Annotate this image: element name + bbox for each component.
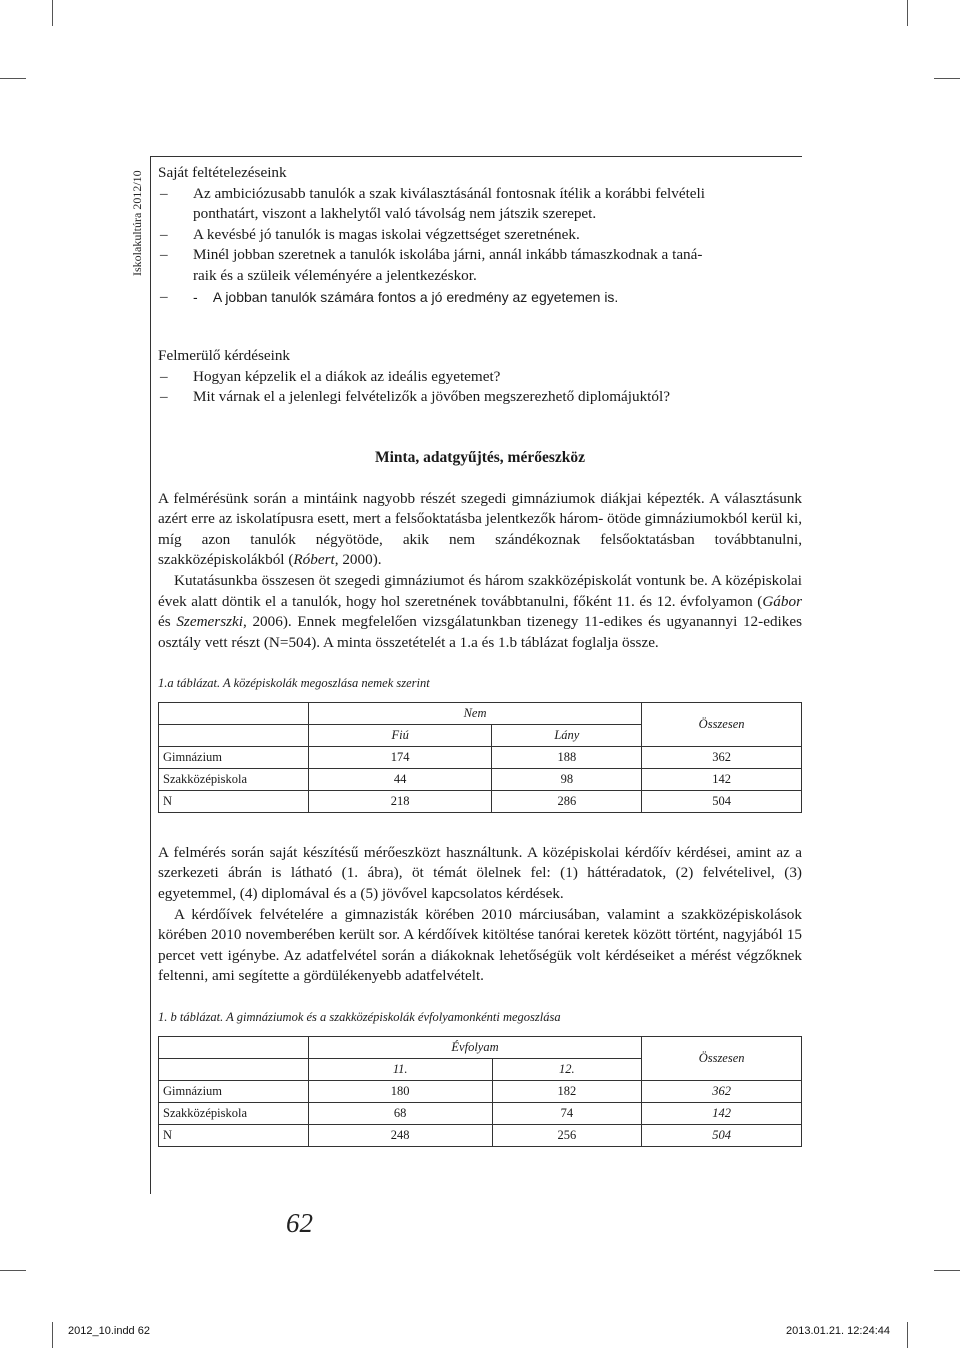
dash-bullet: –	[160, 184, 168, 202]
row-label: Gimnázium	[159, 1080, 309, 1102]
top-rule	[150, 156, 802, 157]
list-item-text: ponthatárt, viszont a lakhelytől való távolság nem játszik szerepet.	[193, 205, 597, 223]
table-cell: 98	[492, 768, 642, 790]
table-col-header: Fiú	[308, 724, 492, 746]
crop-mark	[934, 1270, 960, 1271]
table-row	[159, 1102, 802, 1124]
table-cell: 362	[642, 746, 802, 768]
list-item-text: Az ambiciózusabb tanulók a szak kiválasztásánál fontosnak ítélik a korábbi felvételi	[193, 184, 705, 202]
table-cell: 74	[492, 1102, 642, 1124]
questions-list	[158, 367, 802, 408]
paragraph	[158, 571, 802, 653]
citation-author: Szemerszki	[176, 613, 243, 631]
table-row	[159, 768, 802, 790]
table-total-header: Összesen	[642, 702, 802, 746]
paragraph-line: felsőoktatásban továbbtanulni, szakközépiskolákból (	[158, 530, 802, 569]
table-cell: 142	[642, 1102, 802, 1124]
table-col-header: 11.	[308, 1058, 492, 1080]
paragraph: A kérdőívek felvételére a gimnazisták körében 2010 márciusában, valamint a szakközépiskolások körében 2010 novemberében került sor. A kérdőívek kitöltése tanórai keretek között történt, nagyjából 15 percet vett igénybe. Az adatfelvétel során a diákoknak lehetőségük volt kérdéseiket a mérést végzőknek feltenni, ami segítette a gördülékenyebb adatfelvételt.	[158, 905, 802, 985]
list-item	[158, 387, 802, 408]
list-item-text: A kevésbé jó tanulók is magas iskolai végzettséget szeretnének.	[193, 225, 580, 243]
table-cell: 174	[308, 746, 492, 768]
dash-bullet: –	[160, 225, 168, 243]
paragraph-text: Kutatásunkba összesen öt szegedi gimnáziumot és három szakközépiskolát vontunk be. A középiskolai évek alatt döntik el a tanulók, hogy hol szeretnének továbbtanulni, főként 11. és 12. évfolyamon (	[158, 571, 802, 610]
table-caption: 1. b táblázat. A gimnáziumok és a szakközépiskolák évfolyamonkénti megoszlása	[158, 1010, 561, 1025]
list-item	[158, 245, 802, 286]
page-number: 62	[286, 1208, 313, 1238]
list-item	[158, 287, 802, 309]
table-cell: 44	[308, 768, 492, 790]
table-corner	[159, 724, 309, 746]
crop-mark	[52, 0, 53, 26]
table-row	[159, 1080, 802, 1102]
paragraph-line: ötöde gimnáziumokból kerül ki, míg azon tanulók négyötöde, akik nem szándékoznak	[158, 510, 803, 548]
table-cell: 142	[642, 768, 802, 790]
hypotheses-heading: Saját feltételezéseink	[158, 164, 287, 181]
hypotheses-list	[158, 184, 802, 309]
row-label: N	[159, 790, 309, 812]
journal-side-label: Iskolakultúra 2012/10	[130, 170, 144, 276]
questions-heading: Felmerülő kérdéseink	[158, 347, 291, 365]
paragraph-text: , 2006). Ennek megfelelően vizsgálatunkban tizenegy 11-edikes és ugyanannyi 12-edikes osztály vett részt (N=504). A minta összetételét a 1.a és 1.b táblázat foglalja össze.	[158, 613, 803, 651]
left-margin-rule	[150, 156, 151, 1194]
crop-mark	[934, 78, 960, 79]
crop-mark	[0, 1270, 26, 1271]
table-cell: 362	[642, 1080, 802, 1102]
row-label: Szakközépiskola	[159, 1102, 309, 1124]
table-corner	[159, 1036, 309, 1058]
table-cell: 180	[308, 1080, 492, 1102]
table-row	[159, 746, 802, 768]
list-item-text: Hogyan képzelik el a diákok az ideális egyetemet?	[193, 367, 501, 385]
crop-mark	[907, 0, 908, 26]
table-cell: 188	[492, 746, 642, 768]
table-total-header: Összesen	[642, 1036, 802, 1080]
table-cell: 504	[642, 790, 802, 812]
list-item-text: Minél jobban szeretnek a tanulók iskolába járni, annál inkább támaszkodnak a taná-	[193, 246, 703, 264]
list-item	[158, 184, 802, 225]
table-cell: 182	[492, 1080, 642, 1102]
row-label: N	[159, 1124, 309, 1146]
list-item	[158, 367, 802, 388]
row-label: Szakközépiskola	[159, 768, 309, 790]
grade-table	[158, 1036, 802, 1147]
table-row	[159, 1124, 802, 1146]
table-cell: 68	[308, 1102, 492, 1124]
paragraph	[158, 489, 802, 571]
citation-author: Gábor	[762, 592, 802, 610]
dash-bullet: –	[160, 246, 168, 264]
footer-date: 2013.01.21. 12:24:44	[786, 1325, 890, 1337]
table-corner	[159, 1058, 309, 1080]
paragraph-text: és	[158, 613, 177, 631]
table-cell: 504	[642, 1124, 802, 1146]
table-cell: 256	[492, 1124, 642, 1146]
dash-bullet: –	[160, 287, 168, 305]
table-group-header: Nem	[308, 702, 641, 724]
paragraph-line: A felmérésünk során a mintáink nagyobb részét szegedi gimnáziumok diákjai képezték.	[158, 489, 705, 507]
paragraph: A felmérés során saját készítésű mérőeszközt használtunk. A középiskolai kérdőív kérdései, amint az a szerkezeti ábrán is látható (1. ábra), öt témát ölelnek fel: (1) háttéradatok, (2) felvételivel, (3) egyetemmel, (4) diplomával és a (5) jövővel kapcsolatos kérdések.	[158, 843, 802, 903]
list-item-text: A jobban tanulók számára fontos a jó eredmény az egyetemen is.	[212, 288, 619, 305]
crop-mark	[52, 1322, 53, 1348]
table-cell: 248	[308, 1124, 492, 1146]
dash-bullet: –	[160, 388, 168, 406]
citation-author: Róbert	[293, 551, 335, 569]
list-item-prefix: -	[193, 288, 198, 305]
table-caption: 1.a táblázat. A középiskolák megoszlása nemek szerint	[158, 676, 430, 691]
table-col-header: 12.	[492, 1058, 642, 1080]
footer-file: 2012_10.indd 62	[68, 1325, 150, 1337]
row-label: Gimnázium	[159, 746, 309, 768]
table-cell: 218	[308, 790, 492, 812]
table-group-header: Évfolyam	[308, 1036, 641, 1058]
crop-mark	[0, 78, 26, 79]
list-item-text: raik és a szüleik véleményére a jelentkezéskor.	[193, 266, 477, 284]
section-title: Minta, adatgyűjtés, mérőeszköz	[374, 448, 586, 466]
table-corner	[159, 702, 309, 724]
citation-year: , 2000).	[334, 551, 382, 569]
table-row	[159, 790, 802, 812]
list-item	[158, 225, 802, 246]
list-item-text: Mit várnak el a jelenlegi felvételizők a jövőben megszerezhető diplomájuktól?	[193, 388, 670, 406]
table-cell: 286	[492, 790, 642, 812]
page-content	[158, 163, 802, 1147]
paragraph-line: A választásunk azért erre az iskolatípusra esett, mert a felsőoktatásba jelentkezők három-	[158, 489, 803, 528]
gender-table	[158, 702, 802, 813]
table-col-header: Lány	[492, 724, 642, 746]
dash-bullet: –	[160, 367, 168, 385]
crop-mark	[907, 1322, 908, 1348]
